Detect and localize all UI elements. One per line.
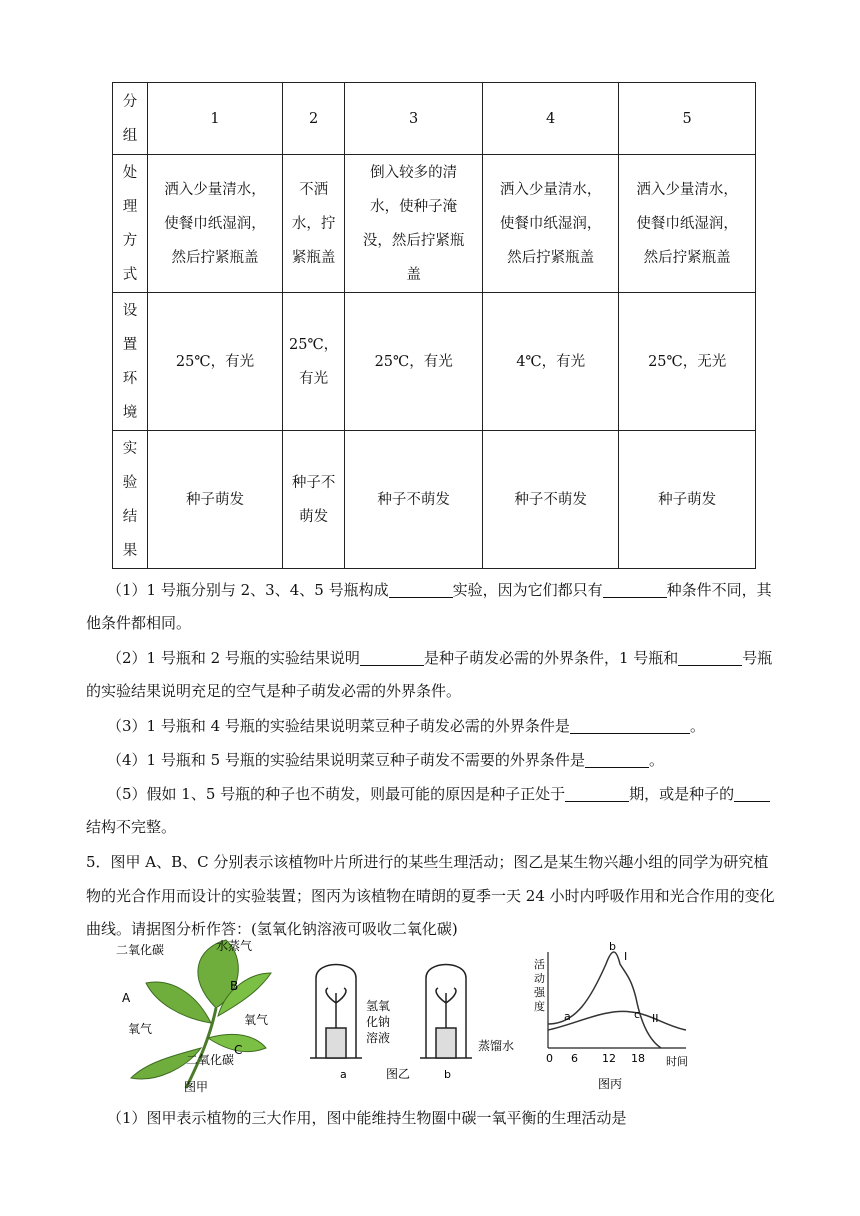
- cell-line: 5: [682, 110, 692, 127]
- answer-blank[interactable]: [570, 717, 690, 735]
- label-co2: 二氧化碳: [186, 1053, 235, 1067]
- xlabel: 时间: [666, 1055, 688, 1068]
- cell-line: 设: [122, 302, 138, 319]
- answer-blank[interactable]: [603, 581, 667, 599]
- tick-label: 12: [602, 1052, 616, 1065]
- treatment-cell: [283, 155, 345, 293]
- environment-cell: [483, 293, 619, 431]
- answer-blank[interactable]: [565, 785, 629, 803]
- cell-line: 没，然后拧紧瓶: [362, 232, 465, 249]
- cell-line: 然后拧紧瓶盖: [507, 249, 595, 266]
- group-cell: [483, 83, 619, 155]
- cell-line: 紧瓶盖: [291, 249, 336, 266]
- cell-line: 环: [122, 370, 138, 387]
- cell-line: 洒入少量清水，: [499, 181, 602, 198]
- figure-caption: 图丙: [598, 1077, 623, 1091]
- group-cell: [148, 83, 283, 155]
- table-row: [113, 83, 756, 155]
- cell-line: 25℃，有光: [374, 353, 453, 370]
- cell-line: 果: [122, 542, 138, 559]
- result-cell: [483, 431, 619, 569]
- ylabel-char: 动: [534, 972, 545, 985]
- question-2: [86, 641, 814, 675]
- result-cell: [345, 431, 483, 569]
- answer-blank[interactable]: [389, 581, 453, 599]
- q1-text-d: 他条件都相同。: [86, 614, 192, 632]
- cell-line: 水，使种子淹: [370, 198, 458, 215]
- cell-line: 倒入较多的清: [370, 164, 458, 181]
- cell-line: 使餐巾纸湿润，: [164, 215, 266, 232]
- cell-line: 处: [122, 164, 138, 181]
- problem5-sub1: [86, 1101, 814, 1135]
- cell-line: 置: [122, 336, 138, 353]
- problem5-line2: [86, 879, 814, 913]
- treatment-cell: [148, 155, 283, 293]
- table-row: [113, 293, 756, 431]
- q4-text-b: 。: [648, 751, 664, 769]
- experiment-table: [112, 82, 756, 569]
- cell-line: 使餐巾纸湿润，: [636, 215, 738, 232]
- cell-line: 2: [308, 110, 319, 127]
- cell-line: 萌发: [299, 508, 329, 525]
- cell-line: 验: [122, 474, 138, 491]
- cell-line: 4℃，有光: [516, 353, 586, 370]
- q5-text-b: 期，或是种子的: [629, 785, 735, 803]
- figure-caption: 图甲: [184, 1080, 209, 1094]
- cell-line: 种子不萌发: [377, 491, 450, 508]
- table-row: [113, 431, 756, 569]
- figure-jia: [116, 938, 271, 1094]
- cell-line: 分: [122, 93, 138, 110]
- label-o2: 氧气: [244, 1013, 269, 1027]
- label-b: b: [444, 1068, 451, 1081]
- cell-line: 25℃，无光: [648, 353, 727, 370]
- cell-line: 结: [122, 508, 138, 525]
- cell-line: 式: [122, 266, 138, 283]
- label-a: a: [340, 1068, 347, 1081]
- cell-line: 种子萌发: [186, 491, 244, 508]
- q2-text-a: （2）1 号瓶和 2 号瓶的实验结果说明: [107, 649, 360, 667]
- figure-caption: 图乙: [386, 1067, 411, 1081]
- label-naoh: 化钠: [366, 1015, 391, 1029]
- row-header-environment: [113, 293, 148, 431]
- cell-line: 1: [210, 110, 220, 127]
- question-5-cont: [86, 810, 814, 844]
- cell-line: 使餐巾纸湿润，: [499, 215, 602, 232]
- question-1: [86, 573, 814, 607]
- q5-text-c: 结构不完整。: [86, 818, 177, 836]
- cell-line: 方: [122, 232, 138, 249]
- q2-text-b: 是种子萌发必需的外界条件，1 号瓶和: [423, 649, 679, 667]
- cell-line: 境: [122, 404, 138, 421]
- curve-label: II: [652, 1012, 659, 1025]
- label-o2: 氧气: [128, 1022, 153, 1036]
- cell-line: 3: [409, 110, 419, 127]
- cell-line: 种子不: [291, 474, 336, 491]
- ylabel-char: 活: [534, 958, 545, 971]
- problem5-text: 物的光合作用而设计的实验装置；图丙为该植物在晴朗的夏季一天 24 小时内呼吸作用和光合作用的变化: [86, 887, 775, 905]
- label-B: B: [230, 979, 239, 993]
- cell-line: 洒入少量清水，: [636, 181, 738, 198]
- q2-text-d: 的实验结果说明充足的空气是种子萌发必需的外界条件。: [86, 682, 462, 700]
- label-water: 蒸馏水: [478, 1039, 515, 1053]
- cell-line: 然后拧紧瓶盖: [643, 249, 731, 266]
- problem5-line1: [86, 845, 814, 879]
- curve-label: b: [609, 940, 616, 953]
- problem5-text: 曲线。请据图分析作答：(氢氧化钠溶液可吸收二氧化碳): [86, 920, 458, 938]
- row-header-treatment: [113, 155, 148, 293]
- tick-label: 0: [546, 1052, 553, 1065]
- group-cell: [619, 83, 756, 155]
- cell-line: 然后拧紧瓶盖: [171, 249, 259, 266]
- cell-line: 4: [546, 110, 556, 127]
- figures-row: [86, 938, 786, 1098]
- label-vapor: 水蒸气: [216, 939, 253, 953]
- q3-text-a: （3）1 号瓶和 4 号瓶的实验结果说明菜豆种子萌发必需的外界条件是: [107, 717, 570, 735]
- environment-cell: [619, 293, 756, 431]
- cell-line: 实: [122, 440, 138, 457]
- label-C: C: [234, 1043, 243, 1057]
- question-4: [86, 743, 814, 777]
- problem5-text: 5．图甲 A、B、C 分别表示该植物叶片所进行的某些生理活动；图乙是某生物兴趣小组的同学为研究植: [86, 853, 769, 871]
- label-naoh: 氢氧: [366, 999, 391, 1013]
- cell-line: 种子不萌发: [514, 491, 587, 508]
- cell-line: 组: [122, 127, 138, 144]
- environment-cell: [345, 293, 483, 431]
- table-row: [113, 155, 756, 293]
- q2-text-c: 号瓶: [742, 649, 773, 667]
- q4-text-a: （4）1 号瓶和 5 号瓶的实验结果说明菜豆种子萌发不需要的外界条件是: [107, 751, 585, 769]
- question-2-cont: [86, 674, 814, 708]
- environment-cell: [148, 293, 283, 431]
- result-cell: [283, 431, 345, 569]
- cell-line: 25℃，: [289, 336, 339, 353]
- problem5-sub1-text: （1）图甲表示植物的三大作用，图中能维持生物圈中碳一氧平衡的生理活动是: [107, 1109, 627, 1127]
- row-header-group: [113, 83, 148, 155]
- result-cell: [148, 431, 283, 569]
- label-co2: 二氧化碳: [116, 943, 165, 957]
- cell-line: 理: [122, 198, 138, 215]
- group-cell: [283, 83, 345, 155]
- cell-line: 洒入少量清水，: [164, 181, 266, 198]
- q1-text-a: （1）1 号瓶分别与 2、3、4、5 号瓶构成: [107, 581, 389, 599]
- row-header-result: [113, 431, 148, 569]
- q1-text-b: 实验，因为它们都只有: [452, 581, 603, 599]
- q5-text-a: （5）假如 1、5 号瓶的种子也不萌发，则最可能的原因是种子正处于: [107, 785, 566, 803]
- question-1-cont: [86, 606, 814, 640]
- cell-line: 盖: [406, 266, 421, 283]
- question-3: [86, 709, 814, 743]
- ylabel-char: 强: [534, 986, 545, 999]
- treatment-cell: [345, 155, 483, 293]
- answer-blank[interactable]: [360, 649, 424, 667]
- label-A: A: [122, 991, 131, 1005]
- treatment-cell: [619, 155, 756, 293]
- tick-label: 18: [631, 1052, 645, 1065]
- figure-bing: [534, 940, 688, 1091]
- answer-blank[interactable]: [734, 785, 770, 803]
- result-cell: [619, 431, 756, 569]
- curve-label: I: [624, 950, 628, 963]
- tick-label: 6: [571, 1052, 578, 1065]
- label-naoh: 溶液: [366, 1031, 391, 1045]
- q3-text-b: 。: [689, 717, 705, 735]
- cell-line: 水，拧: [291, 215, 336, 232]
- group-cell: [345, 83, 483, 155]
- environment-cell: [283, 293, 345, 431]
- curve-label: a: [564, 1010, 571, 1023]
- cell-line: 有光: [299, 370, 329, 387]
- cell-line: 种子萌发: [658, 491, 717, 508]
- q1-text-c: 种条件不同，其: [666, 581, 772, 599]
- question-5: [86, 777, 814, 811]
- cell-line: 不洒: [299, 181, 329, 198]
- curve-label: c: [634, 1008, 641, 1021]
- answer-blank[interactable]: [585, 751, 649, 769]
- cell-line: 25℃，有光: [175, 353, 255, 370]
- figure-yi: [310, 965, 472, 1059]
- figure-yi-labels: [340, 999, 514, 1081]
- treatment-cell: [483, 155, 619, 293]
- answer-blank[interactable]: [678, 649, 742, 667]
- ylabel-char: 度: [534, 1000, 545, 1013]
